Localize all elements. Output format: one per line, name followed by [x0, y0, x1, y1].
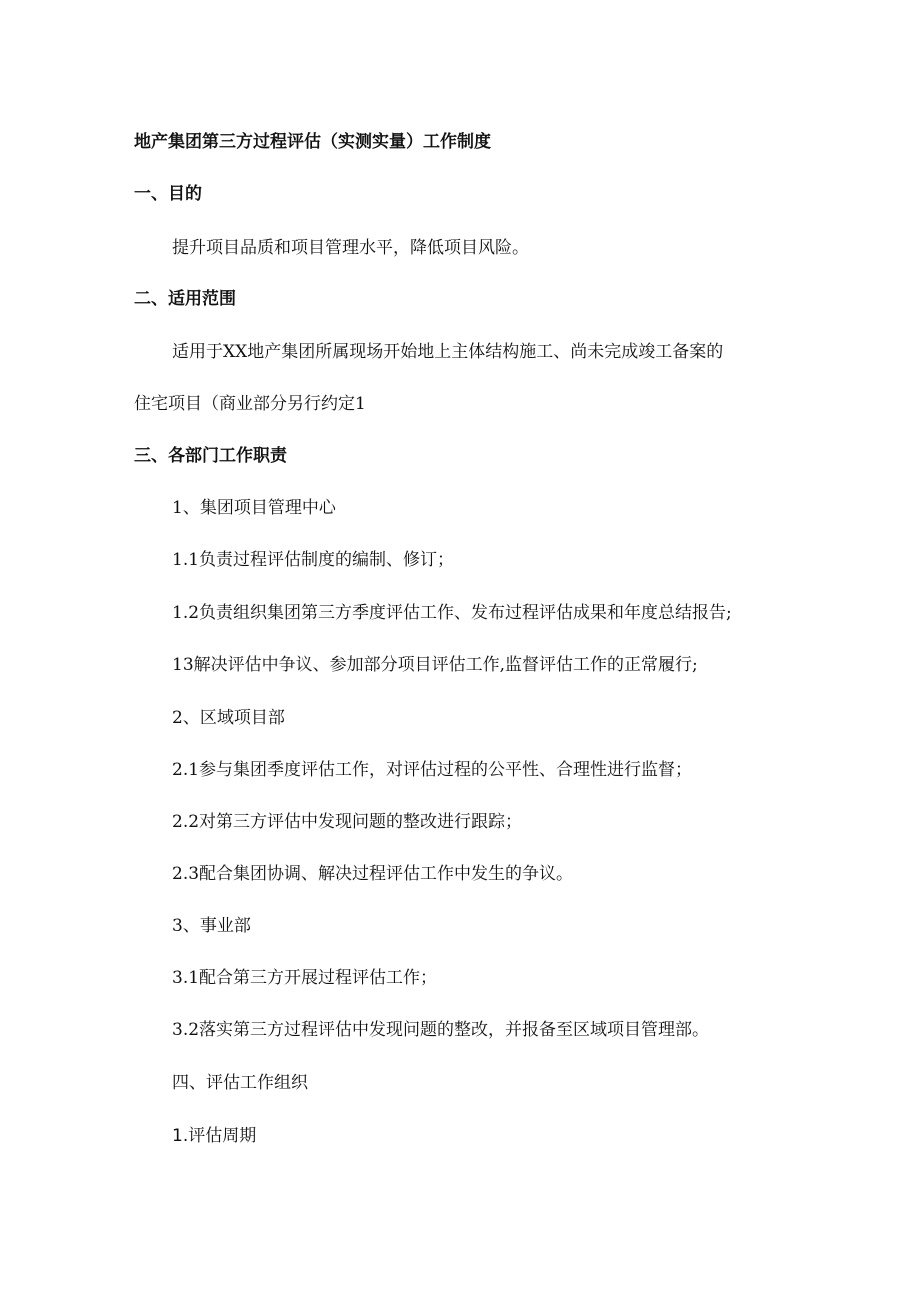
- section-heading-responsibilities: 三、各部门工作职责: [134, 446, 287, 466]
- list-item: 2.1参与集团季度评估工作，对评估过程的公平性、合理性进行监督；: [172, 760, 693, 780]
- list-item: 1.1负责过程评估制度的编制、修订；: [172, 550, 455, 570]
- paragraph-scope-line-1: 适用于XX地产集团所属现场开始地上主体结构施工、尚未完成竣工备案的: [172, 342, 724, 362]
- section-heading-evaluation-organization: 四、评估工作组织: [172, 1073, 308, 1093]
- list-item: 2.3配合集团协调、解决过程评估工作中发生的争议。: [172, 864, 574, 884]
- list-item: 3.2落实第三方过程评估中发现问题的整改，并报备至区域项目管理部。: [172, 1020, 710, 1040]
- list-item: 3.1配合第三方开展过程评估工作；: [172, 968, 438, 988]
- list-item: 1.评估周期: [172, 1126, 257, 1146]
- list-item: 2、区域项目部: [172, 708, 285, 728]
- document-title: 地产集团第三方过程评估（实测实量）工作制度: [134, 132, 491, 152]
- list-item: 13解决评估中争议、参加部分项目评估工作,监督评估工作的正常履行;: [172, 655, 698, 675]
- list-item: 1、集团项目管理中心: [172, 498, 336, 518]
- list-item: 3、事业部: [172, 916, 251, 936]
- section-heading-purpose: 一、目的: [134, 184, 202, 204]
- paragraph-purpose: 提升项目品质和项目管理水平，降低项目风险。: [172, 238, 529, 258]
- section-heading-scope: 二、适用范围: [134, 289, 236, 309]
- paragraph-scope-line-2: 住宅项目（商业部分另行约定1: [134, 394, 366, 414]
- list-item: 1.2负责组织集团第三方季度评估工作、发布过程评估成果和年度总结报告;: [172, 603, 732, 623]
- list-item: 2.2对第三方评估中发现问题的整改进行跟踪；: [172, 812, 523, 832]
